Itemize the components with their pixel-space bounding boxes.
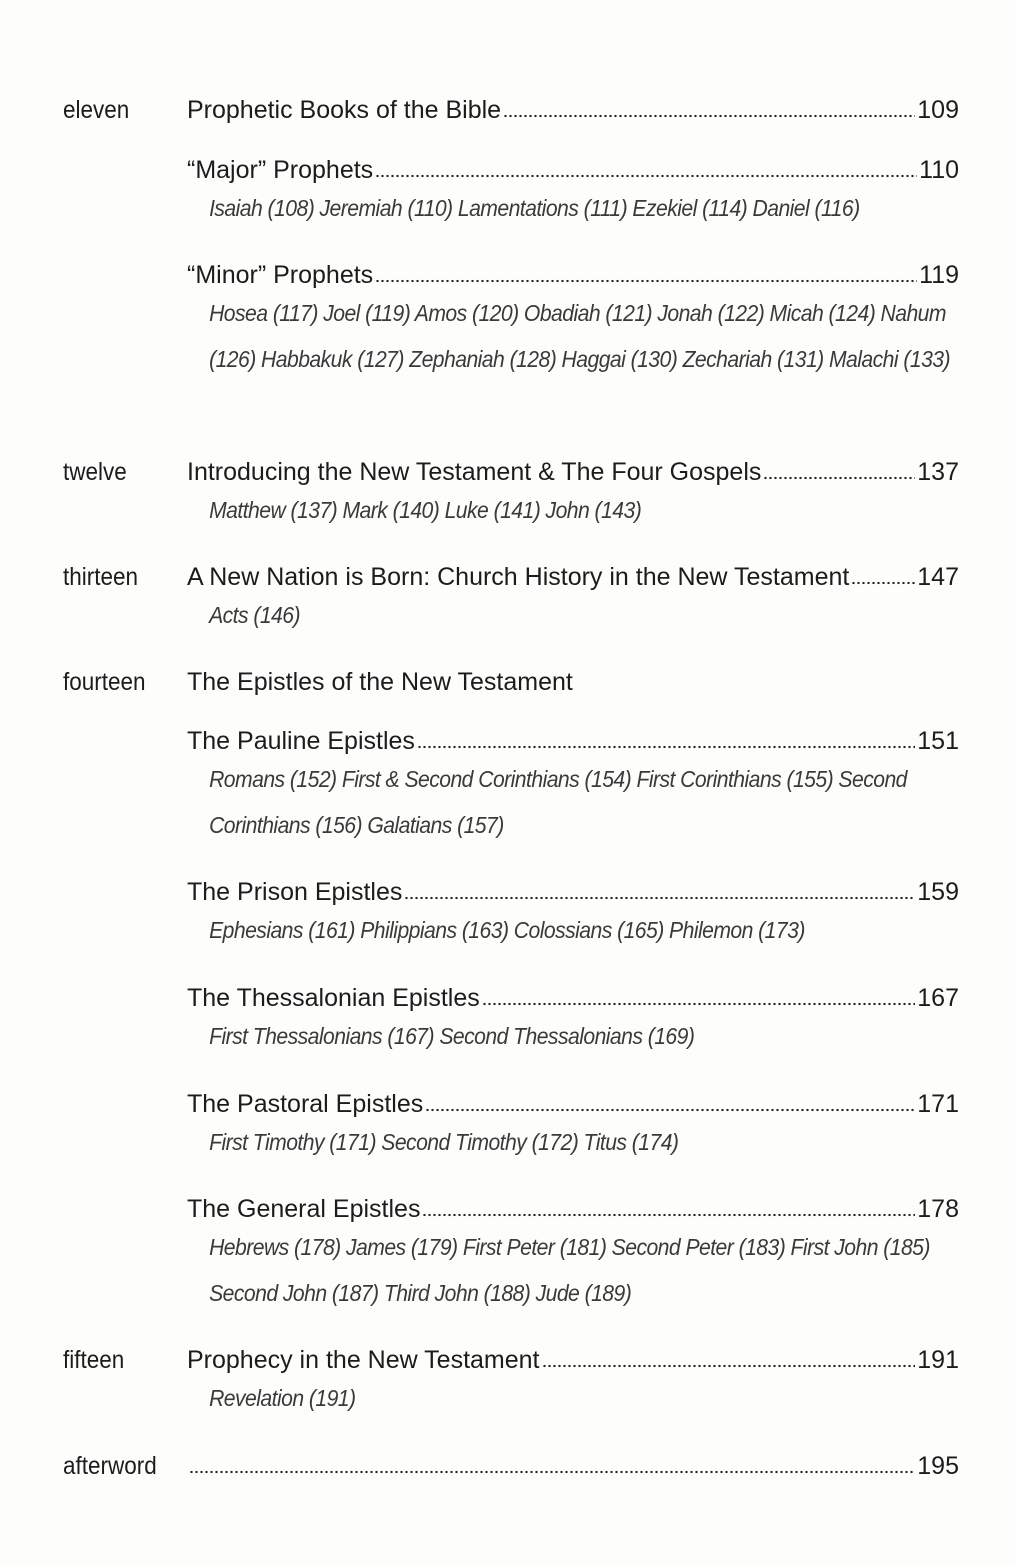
toc-entry[interactable]	[187, 1451, 959, 1481]
dot-leader	[425, 1107, 915, 1113]
book-list: Acts (146)	[209, 602, 301, 628]
toc-entry[interactable]	[187, 457, 959, 533]
dot-leader	[189, 1469, 915, 1475]
chapter-label: fifteen	[63, 1346, 125, 1374]
entry-title: The Pauline Epistles	[187, 727, 415, 755]
dot-leader	[482, 1001, 916, 1007]
chapter-label: fourteen	[63, 668, 146, 696]
entry-title: Prophetic Books of the Bible	[187, 96, 502, 124]
toc-entry[interactable]	[187, 155, 959, 231]
toc-entry[interactable]	[187, 726, 959, 848]
toc-entry[interactable]	[187, 260, 959, 382]
toc-entry[interactable]	[187, 1345, 959, 1421]
entry-title: “Minor” Prophets	[187, 261, 374, 289]
dot-leader	[542, 1363, 916, 1369]
entry-title: The Prison Epistles	[187, 878, 403, 906]
chapter-label: afterword	[63, 1452, 157, 1480]
page-number: 109	[917, 96, 959, 124]
book-list: Matthew (137) Mark (140) Luke (141) John (143)	[209, 497, 642, 523]
page-number: 137	[917, 458, 959, 486]
toc-entry[interactable]	[187, 667, 959, 697]
dot-leader	[422, 1212, 915, 1218]
dot-leader	[375, 173, 917, 179]
page-number: 110	[919, 156, 959, 184]
toc-entry[interactable]	[187, 562, 959, 638]
page-number: 178	[917, 1195, 959, 1223]
toc-entry[interactable]	[187, 95, 959, 125]
entry-title: The Epistles of the New Testament	[187, 668, 573, 696]
book-list: Revelation (191)	[209, 1385, 356, 1411]
entry-title: The Thessalonian Epistles	[187, 984, 480, 1012]
dot-leader	[503, 113, 915, 119]
book-list: Hosea (117) Joel (119) Amos (120) Obadiah (121) Jonah (122) Micah (124) Nahum (126) Habbakuk (127) Zephaniah (128) Haggai (130) Zechariah (131) Malachi (133)	[209, 300, 950, 372]
dot-leader	[763, 475, 915, 481]
page-number: 191	[917, 1346, 959, 1374]
toc-entry[interactable]	[187, 877, 959, 953]
book-list: First Thessalonians (167) Second Thessalonians (169)	[209, 1023, 695, 1049]
page-number: 151	[917, 727, 959, 755]
dot-leader	[417, 744, 915, 750]
toc-entry[interactable]	[187, 1089, 959, 1165]
toc-entry[interactable]	[187, 1194, 959, 1316]
entry-title: Prophecy in the New Testament	[187, 1346, 540, 1374]
page-number: 171	[917, 1090, 959, 1118]
dot-leader	[404, 895, 915, 901]
book-list: Romans (152) First & Second Corinthians (154) First Corinthians (155) Second Corinthians (156) Galatians (157)	[209, 766, 907, 838]
entry-title: The General Epistles	[187, 1195, 421, 1223]
entry-title: Introducing the New Testament & The Four Gospels	[187, 458, 762, 486]
chapter-label: twelve	[63, 458, 127, 486]
chapter-label: eleven	[63, 96, 130, 124]
entry-title: A New Nation is Born: Church History in the New Testament	[187, 563, 850, 591]
page-number: 159	[917, 878, 959, 906]
page-number: 195	[917, 1452, 959, 1480]
toc-entry[interactable]	[187, 983, 959, 1059]
page-number: 119	[919, 261, 959, 289]
page-number: 147	[917, 563, 959, 591]
dot-leader	[851, 580, 915, 586]
dot-leader	[375, 278, 917, 284]
book-list: Ephesians (161) Philippians (163) Colossians (165) Philemon (173)	[209, 917, 805, 943]
book-list: Hebrews (178) James (179) First Peter (181) Second Peter (183) First John (185) Second John (187) Third John (188) Jude (189)	[209, 1234, 930, 1306]
book-list: First Timothy (171) Second Timothy (172) Titus (174)	[209, 1129, 679, 1155]
chapter-label: thirteen	[63, 563, 139, 591]
entry-title: The Pastoral Epistles	[187, 1090, 424, 1118]
book-list: Isaiah (108) Jeremiah (110) Lamentations (111) Ezekiel (114) Daniel (116)	[209, 195, 860, 221]
entry-title: “Major” Prophets	[187, 156, 374, 184]
page-number: 167	[917, 984, 959, 1012]
